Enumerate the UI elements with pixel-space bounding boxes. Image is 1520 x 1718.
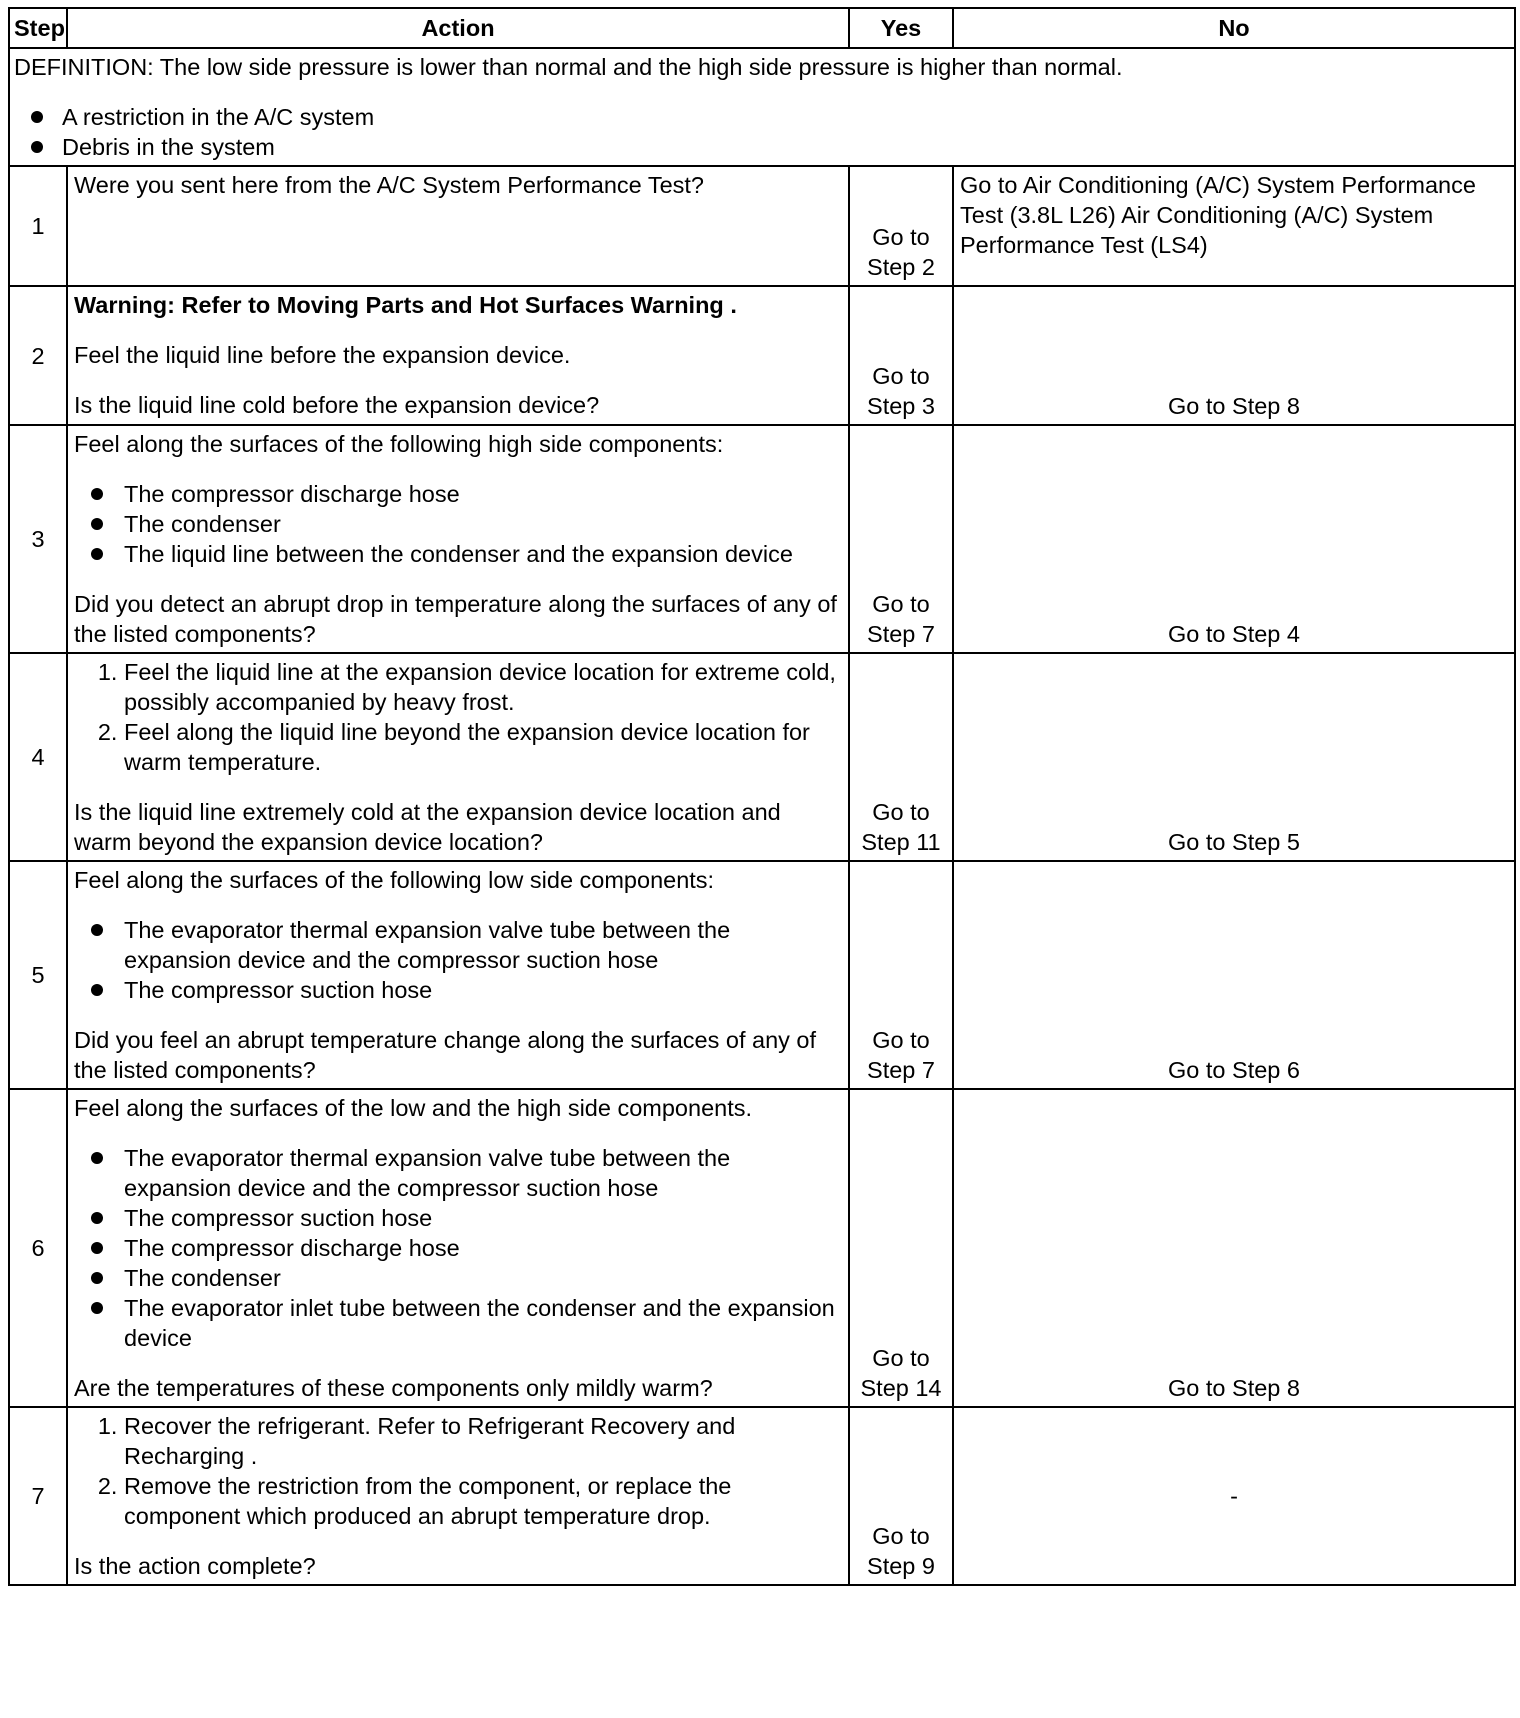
list-item: 1. Feel the liquid line at the expansion device location for extreme cold, possibly accompanied by heavy frost. xyxy=(124,657,842,717)
question-text: Did you detect an abrupt drop in temperature along the surfaces of any of the listed components? xyxy=(74,591,837,647)
step-number: 6 xyxy=(9,1089,67,1407)
header-yes: Yes xyxy=(849,8,953,48)
step-number: 4 xyxy=(9,653,67,861)
table-row xyxy=(9,425,1515,653)
list-item: The compressor discharge hose xyxy=(124,479,842,509)
list-item: The evaporator thermal expansion valve tube between the expansion device and the compressor suction hose xyxy=(124,915,842,975)
question-text: Is the action complete? xyxy=(74,1553,316,1579)
table-row xyxy=(9,861,1515,1089)
instruction-text: Feel the liquid line before the expansion device. xyxy=(74,342,571,368)
yes-cell: Go to Step 9 xyxy=(849,1407,953,1585)
list-item: The compressor suction hose xyxy=(124,1203,842,1233)
numbered-list xyxy=(74,1411,842,1531)
list-item: The condenser xyxy=(124,509,842,539)
definition-cell xyxy=(9,48,1515,166)
action-cell xyxy=(67,1407,849,1585)
action-cell xyxy=(67,861,849,1089)
header-row xyxy=(9,8,1515,48)
definition-text: DEFINITION: The low side pressure is lower than normal and the high side pressure is higher than normal. xyxy=(14,54,1123,80)
yes-cell: Go to Step 14 xyxy=(849,1089,953,1407)
no-cell: Go to Step 8 xyxy=(953,286,1515,425)
yes-cell: Go to Step 3 xyxy=(849,286,953,425)
question-text: Did you feel an abrupt temperature change along the surfaces of any of the listed components? xyxy=(74,1027,817,1083)
definition-causes xyxy=(14,102,1508,162)
component-list xyxy=(74,1143,842,1353)
step-number: 7 xyxy=(9,1407,67,1585)
warning-bold: Warning: Refer to Moving Parts and Hot Surfaces Warning . xyxy=(74,292,737,318)
list-item: The evaporator thermal expansion valve tube between the expansion device and the compressor suction hose xyxy=(124,1143,842,1203)
warning-text xyxy=(74,290,842,320)
component-list xyxy=(74,479,842,569)
diagnostic-table-container xyxy=(8,7,1514,1586)
list-item: 1. Recover the refrigerant. Refer to Refrigerant Recovery and Recharging . xyxy=(124,1411,842,1471)
definition-row xyxy=(9,48,1515,166)
no-cell: Go to Air Conditioning (A/C) System Performance Test (3.8L L26) Air Conditioning (A/C) System Performance Test (LS4) xyxy=(953,166,1515,286)
yes-cell: Go to Step 2 xyxy=(849,166,953,286)
list-item: The evaporator inlet tube between the condenser and the expansion device xyxy=(124,1293,842,1353)
header-action: Action xyxy=(67,8,849,48)
list-item: The liquid line between the condenser and the expansion device xyxy=(124,539,842,569)
table-row xyxy=(9,166,1515,286)
list-item: 2. Feel along the liquid line beyond the expansion device location for warm temperature. xyxy=(124,717,842,777)
list-item: The compressor suction hose xyxy=(124,975,842,1005)
table-row xyxy=(9,1089,1515,1407)
question-text: Were you sent here from the A/C System Performance Test? xyxy=(74,172,704,198)
table-row xyxy=(9,286,1515,425)
list-item: The compressor discharge hose xyxy=(124,1233,842,1263)
header-no: No xyxy=(953,8,1515,48)
table-row xyxy=(9,1407,1515,1585)
list-item: Debris in the system xyxy=(62,132,1508,162)
list-item: 2. Remove the restriction from the component, or replace the component which produced an abrupt temperature drop. xyxy=(124,1471,842,1531)
no-cell: Go to Step 6 xyxy=(953,861,1515,1089)
intro-text: Feel along the surfaces of the following high side components: xyxy=(74,431,724,457)
action-cell xyxy=(67,286,849,425)
action-cell xyxy=(67,425,849,653)
intro-text: Feel along the surfaces of the low and the high side components. xyxy=(74,1095,753,1121)
intro-text: Feel along the surfaces of the following low side components: xyxy=(74,867,715,893)
table-row xyxy=(9,653,1515,861)
no-cell: Go to Step 5 xyxy=(953,653,1515,861)
action-cell xyxy=(67,653,849,861)
no-cell: - xyxy=(953,1407,1515,1585)
step-number: 5 xyxy=(9,861,67,1089)
question-text: Is the liquid line cold before the expansion device? xyxy=(74,392,600,418)
numbered-list xyxy=(74,657,842,777)
component-list xyxy=(74,915,842,1005)
step-number: 3 xyxy=(9,425,67,653)
list-item: A restriction in the A/C system xyxy=(62,102,1508,132)
step-number: 1 xyxy=(9,166,67,286)
header-step: Step xyxy=(9,8,67,48)
question-text: Is the liquid line extremely cold at the expansion device location and warm beyond the expansion device location? xyxy=(74,799,781,855)
action-cell xyxy=(67,1089,849,1407)
question-text: Are the temperatures of these components only mildly warm? xyxy=(74,1375,713,1401)
step-number: 2 xyxy=(9,286,67,425)
yes-cell: Go to Step 7 xyxy=(849,861,953,1089)
yes-cell: Go to Step 11 xyxy=(849,653,953,861)
no-cell: Go to Step 8 xyxy=(953,1089,1515,1407)
yes-cell: Go to Step 7 xyxy=(849,425,953,653)
no-cell: Go to Step 4 xyxy=(953,425,1515,653)
diagnostic-table xyxy=(8,7,1516,1586)
action-cell xyxy=(67,166,849,286)
list-item: The condenser xyxy=(124,1263,842,1293)
